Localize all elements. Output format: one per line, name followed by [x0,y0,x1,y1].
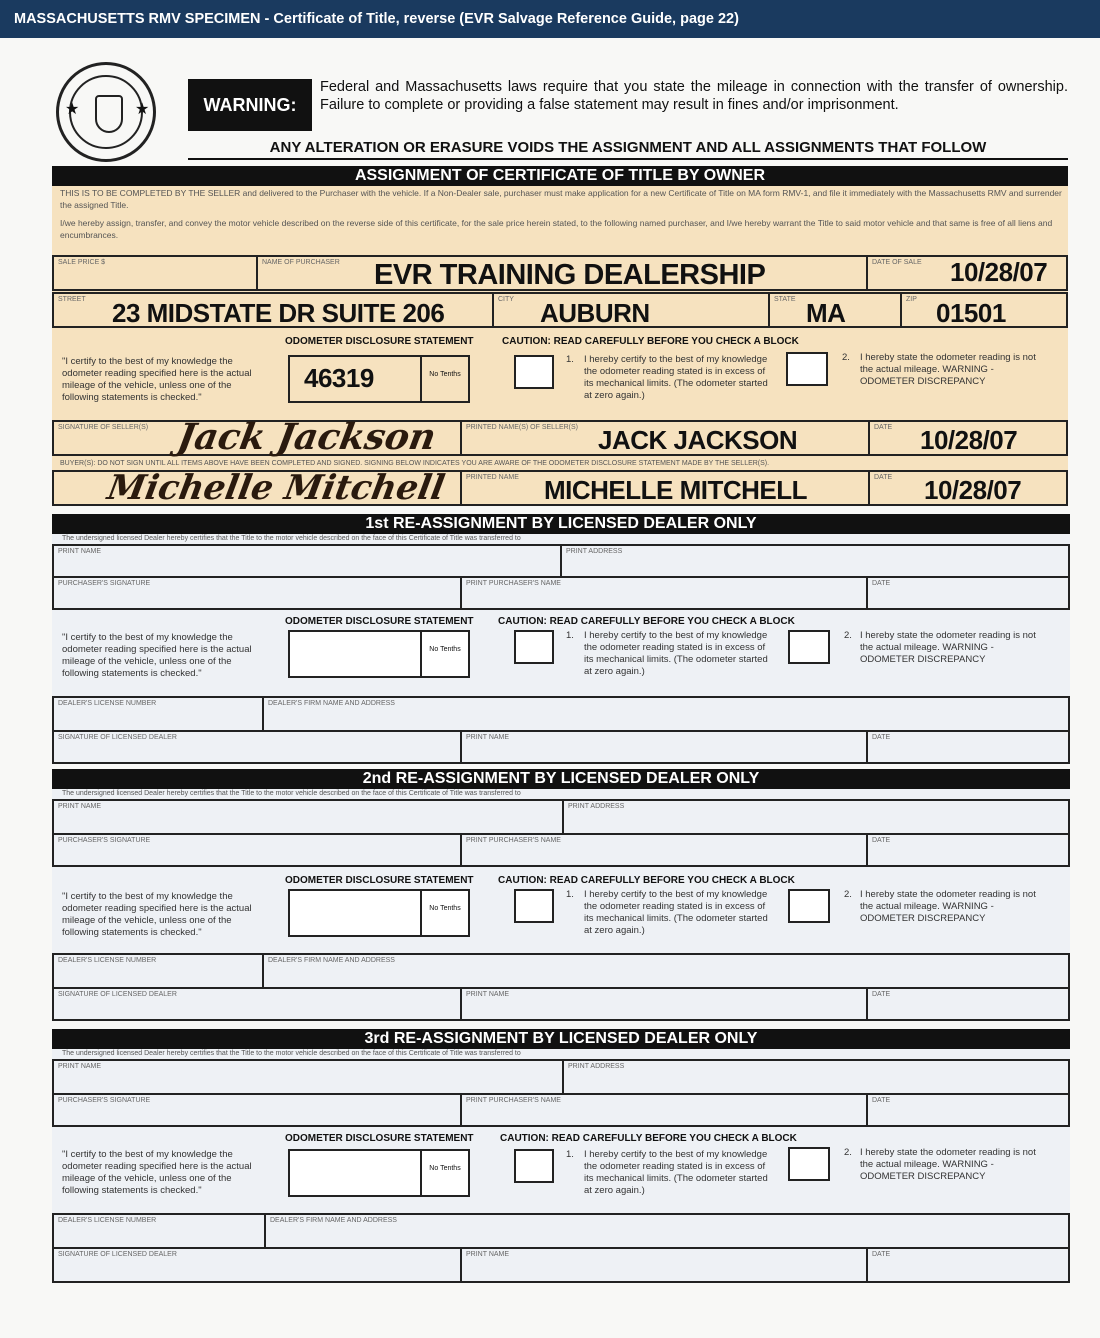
owner-instructions: THIS IS TO BE COMPLETED BY THE SELLER and delivered to the Purchaser with the vehicle. If a Non-Dealer sale, purchaser must make application for a new Certificate of Title on MA form RMV-1, and file it immediately with the Massachusetts RMV and surrender the assigned Title. [60,188,1062,210]
reassignment-1-dealer-print-name[interactable]: PRINT NAME [460,730,868,764]
reassignment-1-dealer-name[interactable]: DEALER'S FIRM NAME AND ADDRESS [262,696,1070,732]
reassignment-2-dealer-date[interactable]: DATE [866,987,1070,1021]
reassignment-2-dealer-name[interactable]: DEALER'S FIRM NAME AND ADDRESS [262,953,1070,989]
odometer-option-2-checkbox[interactable] [786,352,828,386]
buyer-printed-name: MICHELLE MITCHELL [544,475,808,505]
reassignment-1-section: 1st RE-ASSIGNMENT BY LICENSED DEALER ONLY The undersigned licensed Dealer hereby certifies that the Title to the motor vehicle described on the face of this Certificate of Title was transferred to PRINT NAME PRINT ADDRESS PURCHASER'S SIGNATURE PRINT PURCHASER'S NAME DATE ODOMETER DISCLOSURE STATEMENT CAUTION: READ CAREFULLY BEFORE YOU CHECK A BLOCK "I certify to the best of my knowledge the odometer reading specified here is the actual mileage of the vehicle, unless one of the following statements is checked." No Tenths 1. I hereby certify to the best of my knowledge the odometer reading stated is in excess of its mechanical limits. (The odometer started at zero again.) 2. I hereby state the odometer reading is not the actual mileage. WARNING - ODOMETER DISCREPANCY DEALER'S LICENSE NUMBER DEALER'S FIRM NAME AND ADDRESS SIGNATURE OF LICENSED DEALER PRINT NAME DATE [52,514,1070,764]
odometer-option-1-checkbox[interactable] [514,355,554,389]
reassignment-2-print-address[interactable]: PRINT ADDRESS [562,799,1070,835]
reassignment-2-dealer-print-name[interactable]: PRINT NAME [460,987,868,1021]
reassignment-1-dealer-date[interactable]: DATE [866,730,1070,764]
purchaser-name-field[interactable]: NAME OF PURCHASER EVR TRAINING DEALERSHIP [256,255,868,291]
reassignment-1-purchaser-name[interactable]: PRINT PURCHASER'S NAME [460,576,868,610]
reassignment-3-print-name[interactable]: PRINT NAME [52,1059,564,1095]
option-1-number: 1. [566,354,574,365]
option-2-number: 2. [842,352,850,363]
seller-printed-name-field[interactable]: PRINTED NAME(S) OF SELLER(S) JACK JACKSON [460,420,870,456]
date-of-sale: 10/28/07 [950,257,1048,287]
purchaser-name: EVR TRAINING DEALERSHIP [374,259,766,291]
odometer-reading-field[interactable] [288,355,422,403]
caution-label: CAUTION: READ CAREFULLY BEFORE YOU CHECK A BLOCK [502,336,799,347]
reassignment-2-option-2-checkbox[interactable] [788,889,830,923]
buyer-signature-field[interactable] [52,470,462,506]
seller-signature: Jack Jackson [174,416,440,458]
reassignment-2-date[interactable]: DATE [866,833,1070,867]
reassignment-3-purchaser-name[interactable]: PRINT PURCHASER'S NAME [460,1093,868,1127]
odometer-certify-text: "I certify to the best of my knowledge the odometer reading specified here is the actual mileage of the vehicle, unless one of the following statements is checked." [62,356,252,403]
reassignment-3-odometer[interactable] [288,1149,422,1197]
odometer-reading: 46319 [304,363,374,393]
massachusetts-seal-icon: ★ ★ [56,62,156,162]
option-1-text: I hereby certify to the best of my knowledge the odometer reading stated is in excess of its mechanical limits. (The odometer started at zero again.) [584,354,768,401]
buyer-date: 10/28/07 [924,475,1022,505]
reassignment-1-dealer-license[interactable]: DEALER'S LICENSE NUMBER [52,696,264,732]
reassignment-3-date[interactable]: DATE [866,1093,1070,1127]
seller-date: 10/28/07 [920,425,1018,455]
buyer-date-field[interactable]: DATE 10/28/07 [868,470,1068,506]
warning-label: WARNING: [188,79,312,131]
page-header: MASSACHUSETTS RMV SPECIMEN - Certificate of Title, reverse (EVR Salvage Reference Guide, page 22) [0,0,1100,38]
street-field[interactable]: STREET 23 MIDSTATE DR SUITE 206 [52,292,494,328]
reassignment-3-print-address[interactable]: PRINT ADDRESS [562,1059,1070,1095]
owner-warranty-text: I/we hereby assign, transfer, and convey the motor vehicle described on the reverse side of this certificate, for the sale price herein stated, to the following named purchaser, and I/we hereby warrant the Title to said motor vehicle and that same is free of all liens and encumbrances. [60,218,1053,240]
state-field[interactable]: STATE MA [768,292,902,328]
alteration-notice: ANY ALTERATION OR ERASURE VOIDS THE ASSIGNMENT AND ALL ASSIGNMENTS THAT FOLLOW [188,139,1068,160]
state: MA [806,298,846,328]
reassignment-1-print-address[interactable]: PRINT ADDRESS [560,544,1070,578]
seller-signature-field[interactable]: SIGNATURE OF SELLER(S) Jack Jackson [52,420,462,456]
buyer-signature: Michelle Mitchell [104,468,448,508]
reassignment-1-odometer[interactable] [288,630,422,678]
reassignment-3-option-1-checkbox[interactable] [514,1149,554,1183]
odometer-statement-label: ODOMETER DISCLOSURE STATEMENT [285,336,474,347]
reassignment-3-section: 3rd RE-ASSIGNMENT BY LICENSED DEALER ONLY The undersigned licensed Dealer hereby certifies that the Title to the motor vehicle described on the face of this Certificate of Title was transferred to PRINT NAME PRINT ADDRESS PURCHASER'S SIGNATURE PRINT PURCHASER'S NAME DATE ODOMETER DISCLOSURE STATEMENT CAUTION: READ CAREFULLY BEFORE YOU CHECK A BLOCK "I certify to the best of my knowledge the odometer reading specified here is the actual mileage of the vehicle, unless one of the following statements is checked." No Tenths 1. I hereby certify to the best of my knowledge the odometer reading stated is in excess of its mechanical limits. (The odometer started at zero again.) 2. I hereby state the odometer reading is not the actual mileage. WARNING - ODOMETER DISCREPANCY DEALER'S LICENSE NUMBER DEALER'S FIRM NAME AND ADDRESS SIGNATURE OF LICENSED DEALER PRINT NAME DATE [52,1029,1070,1283]
reassignment-3-option-2-checkbox[interactable] [788,1147,830,1181]
warning-text: Federal and Massachusetts laws require that you state the mileage in connection with the transfer of ownership. Failure to complete or providing a false statement may result in fines and/or imprisonment. [320,79,1068,113]
reassignment-1-dealer-signature[interactable]: SIGNATURE OF LICENSED DEALER [52,730,462,764]
reassignment-3-purchaser-signature[interactable]: PURCHASER'S SIGNATURE [52,1093,462,1127]
sale-price-field[interactable]: SALE PRICE $ [52,255,258,291]
reassignment-1-option-1-checkbox[interactable] [514,630,554,664]
reassignment-2-dealer-license[interactable]: DEALER'S LICENSE NUMBER [52,953,264,989]
street-address: 23 MIDSTATE DR SUITE 206 [112,298,445,328]
city-field[interactable]: CITY AUBURN [492,292,770,328]
buyer-printed-name-field[interactable]: PRINTED NAME MICHELLE MITCHELL [460,470,870,506]
reassignment-2-print-name[interactable]: PRINT NAME [52,799,564,835]
reassignment-2-dealer-signature[interactable]: SIGNATURE OF LICENSED DEALER [52,987,462,1021]
reassignment-3-dealer-license[interactable]: DEALER'S LICENSE NUMBER [52,1213,266,1249]
reassignment-1-date[interactable]: DATE [866,576,1070,610]
no-tenths-box: No Tenths [420,355,470,403]
reassignment-1-purchaser-signature[interactable]: PURCHASER'S SIGNATURE [52,576,462,610]
buyer-notice: BUYER(S): DO NOT SIGN UNTIL ALL ITEMS ABOVE HAVE BEEN COMPLETED AND SIGNED. SIGNING BELOW INDICATES YOU ARE AWARE OF THE ODOMETER DISCLOSURE STATEMENT MADE BY THE SELLER(S). [60,460,770,467]
reassignment-1-option-2-checkbox[interactable] [788,630,830,664]
seller-date-field[interactable]: DATE 10/28/07 [868,420,1068,456]
reassignment-1-heading: 1st RE-ASSIGNMENT BY LICENSED DEALER ONLY [52,514,1070,534]
zip-field[interactable]: ZIP 01501 [900,292,1068,328]
zip-code: 01501 [936,298,1006,328]
reassignment-3-dealer-name[interactable]: DEALER'S FIRM NAME AND ADDRESS [264,1213,1070,1249]
date-of-sale-field[interactable]: DATE OF SALE 10/28/07 [866,255,1068,291]
reassignment-3-dealer-print-name[interactable]: PRINT NAME [460,1247,868,1283]
city: AUBURN [540,298,650,328]
reassignment-3-heading: 3rd RE-ASSIGNMENT BY LICENSED DEALER ONLY [52,1029,1070,1049]
reassignment-3-dealer-date[interactable]: DATE [866,1247,1070,1283]
seller-printed-name: JACK JACKSON [598,425,798,455]
reassignment-2-purchaser-signature[interactable]: PURCHASER'S SIGNATURE [52,833,462,867]
owner-assignment-heading: ASSIGNMENT OF CERTIFICATE OF TITLE BY OWNER [52,166,1068,186]
reassignment-2-section: 2nd RE-ASSIGNMENT BY LICENSED DEALER ONLY The undersigned licensed Dealer hereby certifies that the Title to the motor vehicle described on the face of this Certificate of Title was transferred to PRINT NAME PRINT ADDRESS PURCHASER'S SIGNATURE PRINT PURCHASER'S NAME DATE ODOMETER DISCLOSURE STATEMENT CAUTION: READ CAREFULLY BEFORE YOU CHECK A BLOCK "I certify to the best of my knowledge the odometer reading specified here is the actual mileage of the vehicle, unless one of the following statements is checked." No Tenths 1. I hereby certify to the best of my knowledge the odometer reading stated is in excess of its mechanical limits. (The odometer started at zero again.) 2. I hereby state the odometer reading is not the actual mileage. WARNING - ODOMETER DISCREPANCY DEALER'S LICENSE NUMBER DEALER'S FIRM NAME AND ADDRESS SIGNATURE OF LICENSED DEALER PRINT NAME DATE [52,769,1070,1021]
reassignment-2-heading: 2nd RE-ASSIGNMENT BY LICENSED DEALER ONLY [52,769,1070,789]
reassignment-3-dealer-signature[interactable]: SIGNATURE OF LICENSED DEALER [52,1247,462,1283]
reassignment-2-odometer[interactable] [288,889,422,937]
option-2-text: I hereby state the odometer reading is not the actual mileage. WARNING - ODOMETER DISCREPANCY [860,352,1036,387]
reassignment-2-purchaser-name[interactable]: PRINT PURCHASER'S NAME [460,833,868,867]
reassignment-2-option-1-checkbox[interactable] [514,889,554,923]
reassignment-1-print-name[interactable]: PRINT NAME [52,544,562,578]
